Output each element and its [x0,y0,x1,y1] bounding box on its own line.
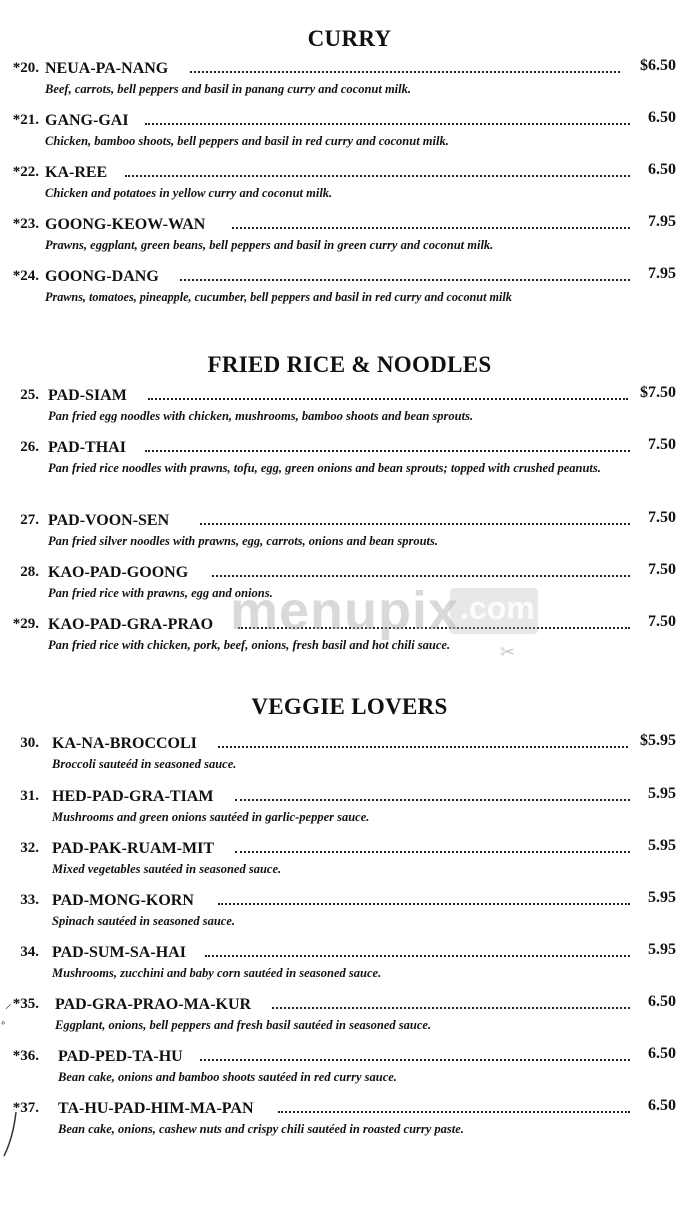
dotted-leader [148,398,628,400]
scissors-icon: ✂ [500,642,516,662]
dotted-leader [232,227,630,229]
item-price: $6.50 [640,57,676,74]
item-number: *23. [12,216,39,232]
item-number: 31. [20,788,39,804]
dotted-leader [125,175,630,177]
dotted-leader [200,1059,630,1061]
item-price: 6.50 [648,109,676,126]
dotted-leader [145,123,630,125]
item-description: Mushrooms, zucchini and baby corn sautéed in seasoned sauce. [52,966,382,980]
watermark-suffix: .com [460,590,535,626]
dotted-leader [218,746,628,748]
menu-item [0,889,699,938]
item-name: HED-PAD-GRA-TIAM [52,788,214,805]
item-description: Prawns, tomatoes, pineapple, cucumber, bell peppers and basil in red curry and coconut milk [45,290,512,304]
item-description: Pan fried rice with prawns, egg and onions. [48,586,273,600]
menu-item [0,837,699,886]
item-price: $7.50 [640,384,676,401]
item-description: Mixed vegetables sautéed in seasoned sauce. [52,862,282,876]
item-name: PAD-SIAM [48,387,127,404]
dotted-leader [235,799,630,801]
item-price: 6.50 [648,1045,676,1062]
item-number: *36. [12,1048,39,1064]
item-number: 27. [20,512,39,528]
item-description: Eggplant, onions, bell peppers and fresh basil sautéed in seasoned sauce. [55,1018,432,1032]
item-number: 30. [20,735,39,751]
item-name: TA-HU-PAD-HIM-MA-PAN [58,1100,254,1117]
item-number: 34. [20,944,39,960]
item-number: *29. [12,616,39,632]
item-number: *21. [12,112,39,128]
item-description: Mushrooms and green onions sautéed in garlic-pepper sauce. [52,810,370,824]
menu-item [0,1045,699,1094]
item-description: Pan fried egg noodles with chicken, mushrooms, bamboo shoots and bean sprouts. [48,409,474,423]
item-number: *35. [12,996,39,1012]
menu-item [0,57,699,106]
item-price: 6.50 [648,161,676,178]
menu-item [0,732,699,781]
menu-item [0,993,699,1042]
item-description: Bean cake, onions, cashew nuts and crispy chili sautéed in roasted curry paste. [58,1122,464,1136]
menu-item [0,941,699,990]
item-price: 5.95 [648,941,676,958]
menu-item [0,265,699,314]
dotted-leader [235,851,630,853]
item-description: Broccoli sauteéd in seasoned sauce. [52,757,237,771]
item-price: 5.95 [648,785,676,802]
item-description: Bean cake, onions and bamboo shoots sautéed in red curry sauce. [58,1070,397,1084]
menu-item [0,613,699,662]
item-number: *20. [12,60,39,76]
watermark-brand: menupix [230,581,460,641]
menu-item [0,509,699,558]
dotted-leader [200,523,630,525]
dotted-leader [238,627,630,629]
item-name: KA-REE [45,164,108,181]
item-number: 26. [20,439,39,455]
item-name: PAD-VOON-SEN [48,512,170,529]
menu-item [0,213,699,262]
item-price: 5.95 [648,837,676,854]
item-name: GOONG-DANG [45,268,159,285]
section-title-veggie-lovers: VEGGIE LOVERS [251,694,448,719]
menu-item [0,384,699,433]
item-price: 5.95 [648,889,676,906]
item-description: Pan fried rice noodles with prawns, tofu, egg, green onions and bean sprouts; topped with crushed peanuts. [48,461,601,475]
item-price: 7.50 [648,561,676,578]
item-price: 7.50 [648,509,676,526]
item-number: *22. [12,164,39,180]
item-name: GOONG-KEOW-WAN [45,216,206,233]
dotted-leader [205,955,630,957]
item-number: 33. [20,892,39,908]
menu-item [0,161,699,210]
item-name: KA-NA-BROCCOLI [52,735,197,752]
scan-mark [2,1110,18,1160]
menu-item [0,1097,699,1146]
item-name: PAD-PED-TA-HU [58,1048,183,1065]
item-number: 25. [20,387,39,403]
item-price: 7.50 [648,613,676,630]
item-price: $5.95 [640,732,676,749]
item-description: Pan fried rice with chicken, pork, beef, onions, fresh basil and hot chili sauce. [48,638,451,652]
menu-item [0,785,699,834]
item-description: Pan fried silver noodles with prawns, egg, carrots, onions and bean sprouts. [48,534,438,548]
menu-item [0,109,699,158]
item-name: PAD-PAK-RUAM-MIT [52,840,215,857]
item-price: 7.95 [648,265,676,282]
menu-item [0,436,699,485]
item-price: 7.95 [648,213,676,230]
item-name: PAD-SUM-SA-HAI [52,944,186,961]
item-description: Chicken and potatoes in yellow curry and coconut milk. [45,186,333,200]
item-name: PAD-THAI [48,439,126,456]
item-name: KAO-PAD-GRA-PRAO [48,616,214,633]
scan-mark: ⸝ [2,996,12,1012]
item-description: Spinach sautéed in seasoned sauce. [52,914,236,928]
item-name: GANG-GAI [45,112,129,129]
section-title-fried-rice-noodles: FRIED RICE & NOODLES [207,352,492,377]
item-number: 28. [20,564,39,580]
item-price: 6.50 [648,993,676,1010]
item-name: PAD-GRA-PRAO-MA-KUR [55,996,252,1013]
item-name: KAO-PAD-GOONG [48,564,189,581]
item-description: Beef, carrots, bell peppers and basil in panang curry and coconut milk. [45,82,411,96]
dotted-leader [218,903,630,905]
dotted-leader [190,71,620,73]
item-description: Chicken, bamboo shoots, bell peppers and basil in red curry and coconut milk. [45,134,449,148]
dotted-leader [145,450,630,452]
item-number: *37. [12,1100,39,1116]
section-title-curry: CURRY [307,26,392,51]
item-name: NEUA-PA-NANG [45,60,169,77]
dotted-leader [272,1007,630,1009]
item-price: 7.50 [648,436,676,453]
item-price: 6.50 [648,1097,676,1114]
item-number: *24. [12,268,39,284]
dotted-leader [212,575,630,577]
scan-mark: ∘ [0,1018,7,1029]
menu-item [0,561,699,610]
dotted-leader [180,279,630,281]
item-number: 32. [20,840,39,856]
dotted-leader [278,1111,630,1113]
item-name: PAD-MONG-KORN [52,892,194,909]
item-description: Prawns, eggplant, green beans, bell peppers and basil in green curry and coconut milk. [45,238,494,252]
